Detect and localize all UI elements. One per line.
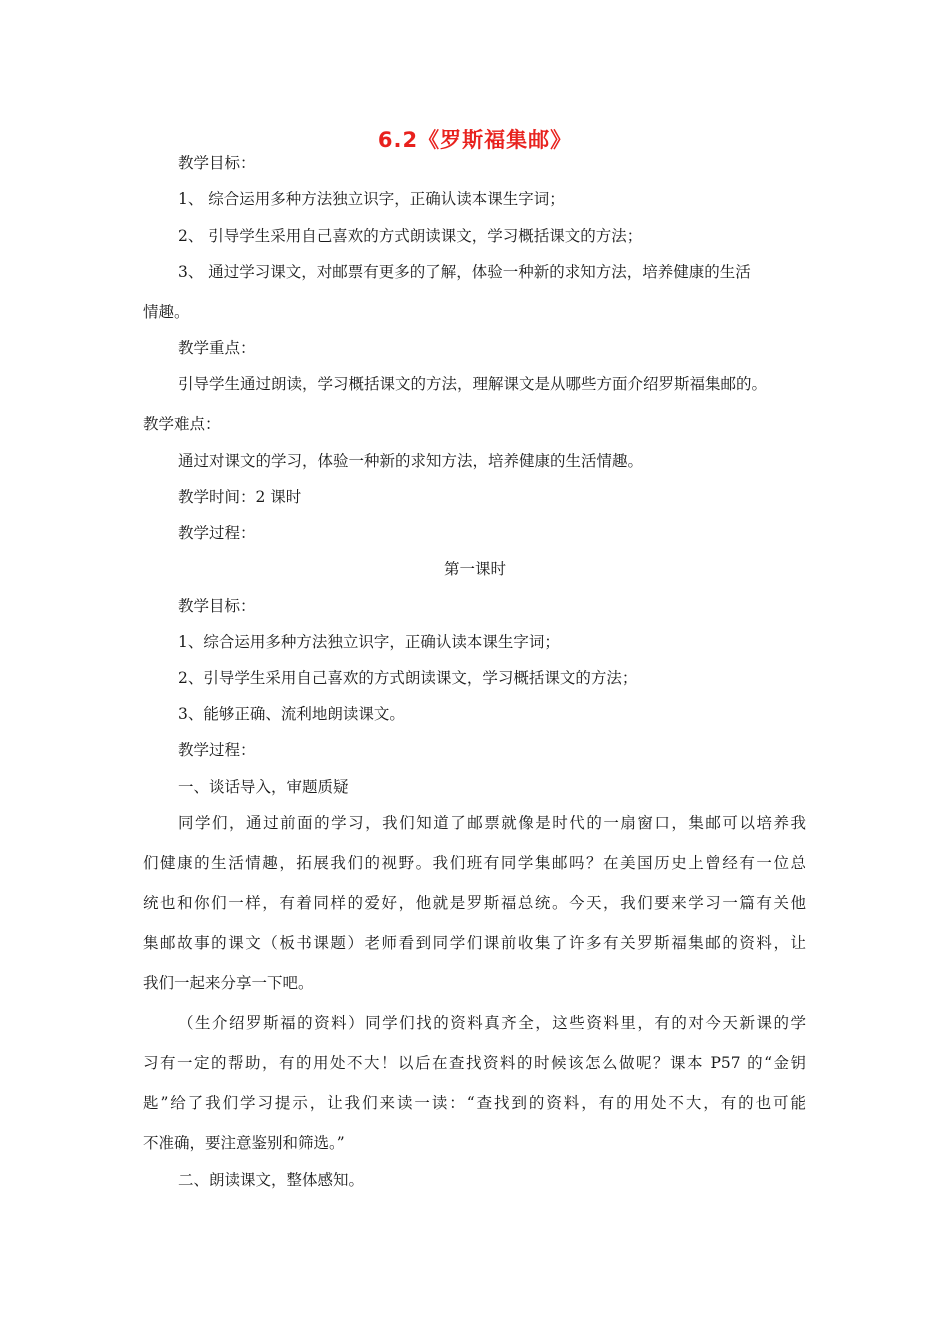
section-heading: 教学难点： (143, 415, 221, 433)
subsection-title: 第一课时 (443, 560, 506, 578)
section-heading: 教学过程： (178, 741, 256, 759)
paragraph-line: 我们一起来分享一下吧。 (143, 974, 314, 992)
section-heading: 教学目标： (178, 154, 256, 172)
list-item: 3、 通过学习课文，对邮票有更多的了解，体验一种新的求知方法，培养健康的生活 (178, 263, 751, 281)
paragraph-line: 集邮故事的课文（板书课题）老师看到同学们课前收集了许多有关罗斯福集邮的资料，让 (143, 934, 806, 952)
list-item: 3、能够正确、流利地朗读课文。 (178, 705, 405, 723)
list-item: 1、 综合运用多种方法独立识字，正确认读本课生字词； (178, 190, 565, 208)
paragraph-line: 通过对课文的学习，体验一种新的求知方法，培养健康的生活情趣。 (178, 452, 644, 470)
section-heading: 一、谈话导入，审题质疑 (178, 778, 349, 796)
paragraph-line: 匙”给了我们学习提示，让我们来读一读：“查找到的资料，有的用处不大，有的也可能 (143, 1094, 806, 1112)
document-title: 6.2《罗斯福集邮》 (377, 128, 573, 152)
section-heading: 教学目标： (178, 597, 256, 615)
paragraph-line: 教学时间：2 课时 (178, 488, 302, 506)
paragraph-line: 统也和你们一样，有着同样的爱好，他就是罗斯福总统。今天，我们要来学习一篇有关他 (143, 894, 806, 912)
list-item: 2、引导学生采用自己喜欢的方式朗读课文，学习概括课文的方法； (178, 669, 638, 687)
paragraph-line: 习有一定的帮助，有的用处不大！以后在查找资料的时候该怎么做呢？课本 P57 的“金钥 (143, 1054, 806, 1072)
paragraph-line: 同学们，通过前面的学习，我们知道了邮票就像是时代的一扇窗口，集邮可以培养我 (178, 814, 806, 832)
paragraph-line: 引导学生通过朗读，学习概括课文的方法，理解课文是从哪些方面介绍罗斯福集邮的。 (178, 375, 768, 393)
paragraph-line: 不准确，要注意鉴别和筛选。” (143, 1134, 345, 1152)
section-heading: 教学过程： (178, 524, 256, 542)
paragraph-line: 情趣。 (143, 303, 190, 321)
section-heading: 二、朗读课文，整体感知。 (178, 1171, 365, 1189)
paragraph-line: （生介绍罗斯福的资料）同学们找的资料真齐全，这些资料里，有的对今天新课的学 (178, 1014, 806, 1032)
paragraph-line: 们健康的生活情趣，拓展我们的视野。我们班有同学集邮吗？在美国历史上曾经有一位总 (143, 854, 806, 872)
section-heading: 教学重点： (178, 339, 256, 357)
list-item: 2、 引导学生采用自己喜欢的方式朗读课文，学习概括课文的方法； (178, 227, 643, 245)
list-item: 1、综合运用多种方法独立识字，正确认读本课生字词； (178, 633, 560, 651)
